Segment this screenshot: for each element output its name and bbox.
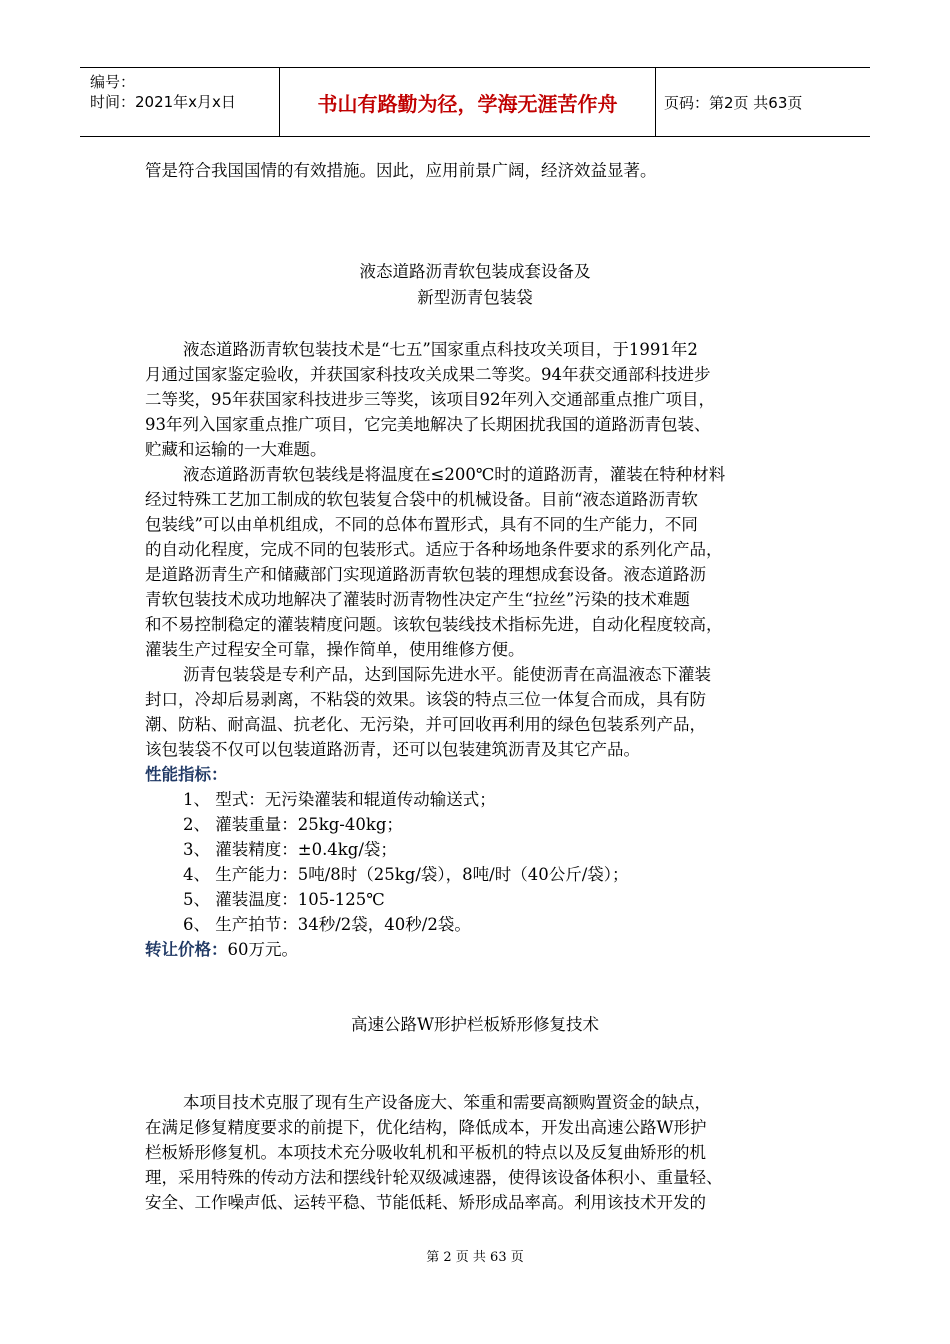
spec-item: 4、 生产能力：5吨/8时（25kg/袋），8吨/时（40公斤/袋）；: [183, 865, 629, 884]
s1-paragraph2-line: 灌装生产过程安全可靠，操作简单，使用维修方便。: [145, 640, 525, 659]
s1-paragraph2-line: 包装线”可以由单机组成，不同的总体布置形式，具有不同的生产能力，不同: [145, 515, 698, 534]
s1-paragraph1-line: 月通过国家鉴定验收，并获国家科技攻关成果二等奖。94年获交通部科技进步: [145, 365, 711, 384]
section1-title-line1: 液态道路沥青软包装成套设备及: [359, 262, 591, 281]
s1-paragraph1-line: 液态道路沥青软包装技术是“七五”国家重点科技攻关项目，于1991年2: [183, 340, 698, 359]
s2-paragraph1-line: 本项目技术克服了现有生产设备庞大、笨重和需要高额购置资金的缺点，: [183, 1093, 711, 1112]
s1-paragraph2-line: 液态道路沥青软包装线是将温度在≤200℃时的道路沥青，灌装在特种材料: [183, 465, 726, 484]
section2-title: 高速公路W形护栏板矫形修复技术: [351, 1015, 599, 1034]
header-meta-cell: [80, 68, 280, 136]
intro-line: 管是符合我国国情的有效措施。因此，应用前景广阔，经济效益显著。: [145, 161, 657, 180]
spec-item: 1、 型式：无污染灌装和辊道传动输送式；: [183, 790, 496, 809]
price-value: 60万元。: [227, 940, 298, 959]
s2-paragraph1-line: 理，采用特殊的传动方法和摆线针轮双级减速器，使得该设备体积小、重量轻、: [145, 1168, 723, 1187]
s2-paragraph1-line: 在满足修复精度要求的前提下，优化结构，降低成本，开发出高速公路W形护: [145, 1118, 707, 1137]
spec-item: 6、 生产拍节：34秒/2袋，40秒/2袋。: [183, 915, 471, 934]
header-page-number: 页码：第2页 共63页: [664, 93, 803, 112]
s1-paragraph3-line: 沥青包装袋是专利产品，达到国际先进水平。能使沥青在高温液态下灌装: [183, 665, 711, 684]
s1-paragraph2-line: 经过特殊工艺加工制成的软包装复合袋中的机械设备。目前“液态道路沥青软: [145, 490, 698, 509]
spec-item: 3、 灌装精度：±0.4kg/袋；: [183, 840, 397, 859]
s1-paragraph3-line: 该包装袋不仅可以包装道路沥青，还可以包装建筑沥青及其它产品。: [145, 740, 640, 759]
s1-paragraph1-line: 贮藏和运输的一大难题。: [145, 440, 327, 459]
header-time: 时间：2021年x月x日: [90, 93, 236, 111]
s1-paragraph1-line: 93年列入国家重点推广项目，它完美地解决了长期困扰我国的道路沥青包装、: [145, 415, 711, 434]
s2-paragraph1-line: 栏板矫形修复机。本项技术充分吸收轧机和平板机的特点以及反复曲矫形的机: [145, 1143, 706, 1162]
header-number: 编号：: [90, 73, 136, 91]
section1-title-line2: 新型沥青包装袋: [417, 288, 533, 307]
spec-item: 5、 灌装温度：105-125℃: [183, 890, 385, 909]
transfer-price-line: [145, 937, 825, 962]
s1-paragraph2-line: 是道路沥青生产和储藏部门实现道路沥青软包装的理想成套设备。液态道路沥: [145, 565, 706, 584]
page-header: [80, 67, 870, 137]
s1-paragraph3-line: 封口，冷却后易剥离，不粘袋的效果。该袋的特点三位一体复合而成，具有防: [145, 690, 706, 709]
performance-heading: 性能指标：: [145, 765, 228, 784]
s2-paragraph1-line: 安全、工作噪声低、运转平稳、节能低耗、矫形成品率高。利用该技术开发的: [145, 1193, 706, 1212]
s1-paragraph3-line: 潮、防粘、耐高温、抗老化、无污染，并可回收再利用的绿色包装系列产品，: [145, 715, 706, 734]
price-label: 转让价格：: [145, 940, 228, 959]
s1-paragraph2-line: 的自动化程度，完成不同的包装形式。适应于各种场地条件要求的系列化产品，: [145, 540, 723, 559]
spec-item: 2、 灌装重量：25kg-40kg；: [183, 815, 403, 834]
header-motto: 书山有路勤为径，学海无涯苦作舟: [280, 68, 656, 136]
s1-paragraph2-line: 和不易控制稳定的灌装精度问题。该软包装线技术指标先进，自动化程度较高，: [145, 615, 723, 634]
page-footer: 第 2 页 共 63 页: [426, 1250, 524, 1265]
s1-paragraph2-line: 青软包装技术成功地解决了灌装时沥青物性决定产生“拉丝”污染的技术难题: [145, 590, 690, 609]
s1-paragraph1-line: 二等奖，95年获国家科技进步三等奖，该项目92年列入交通部重点推广项目，: [145, 390, 715, 409]
